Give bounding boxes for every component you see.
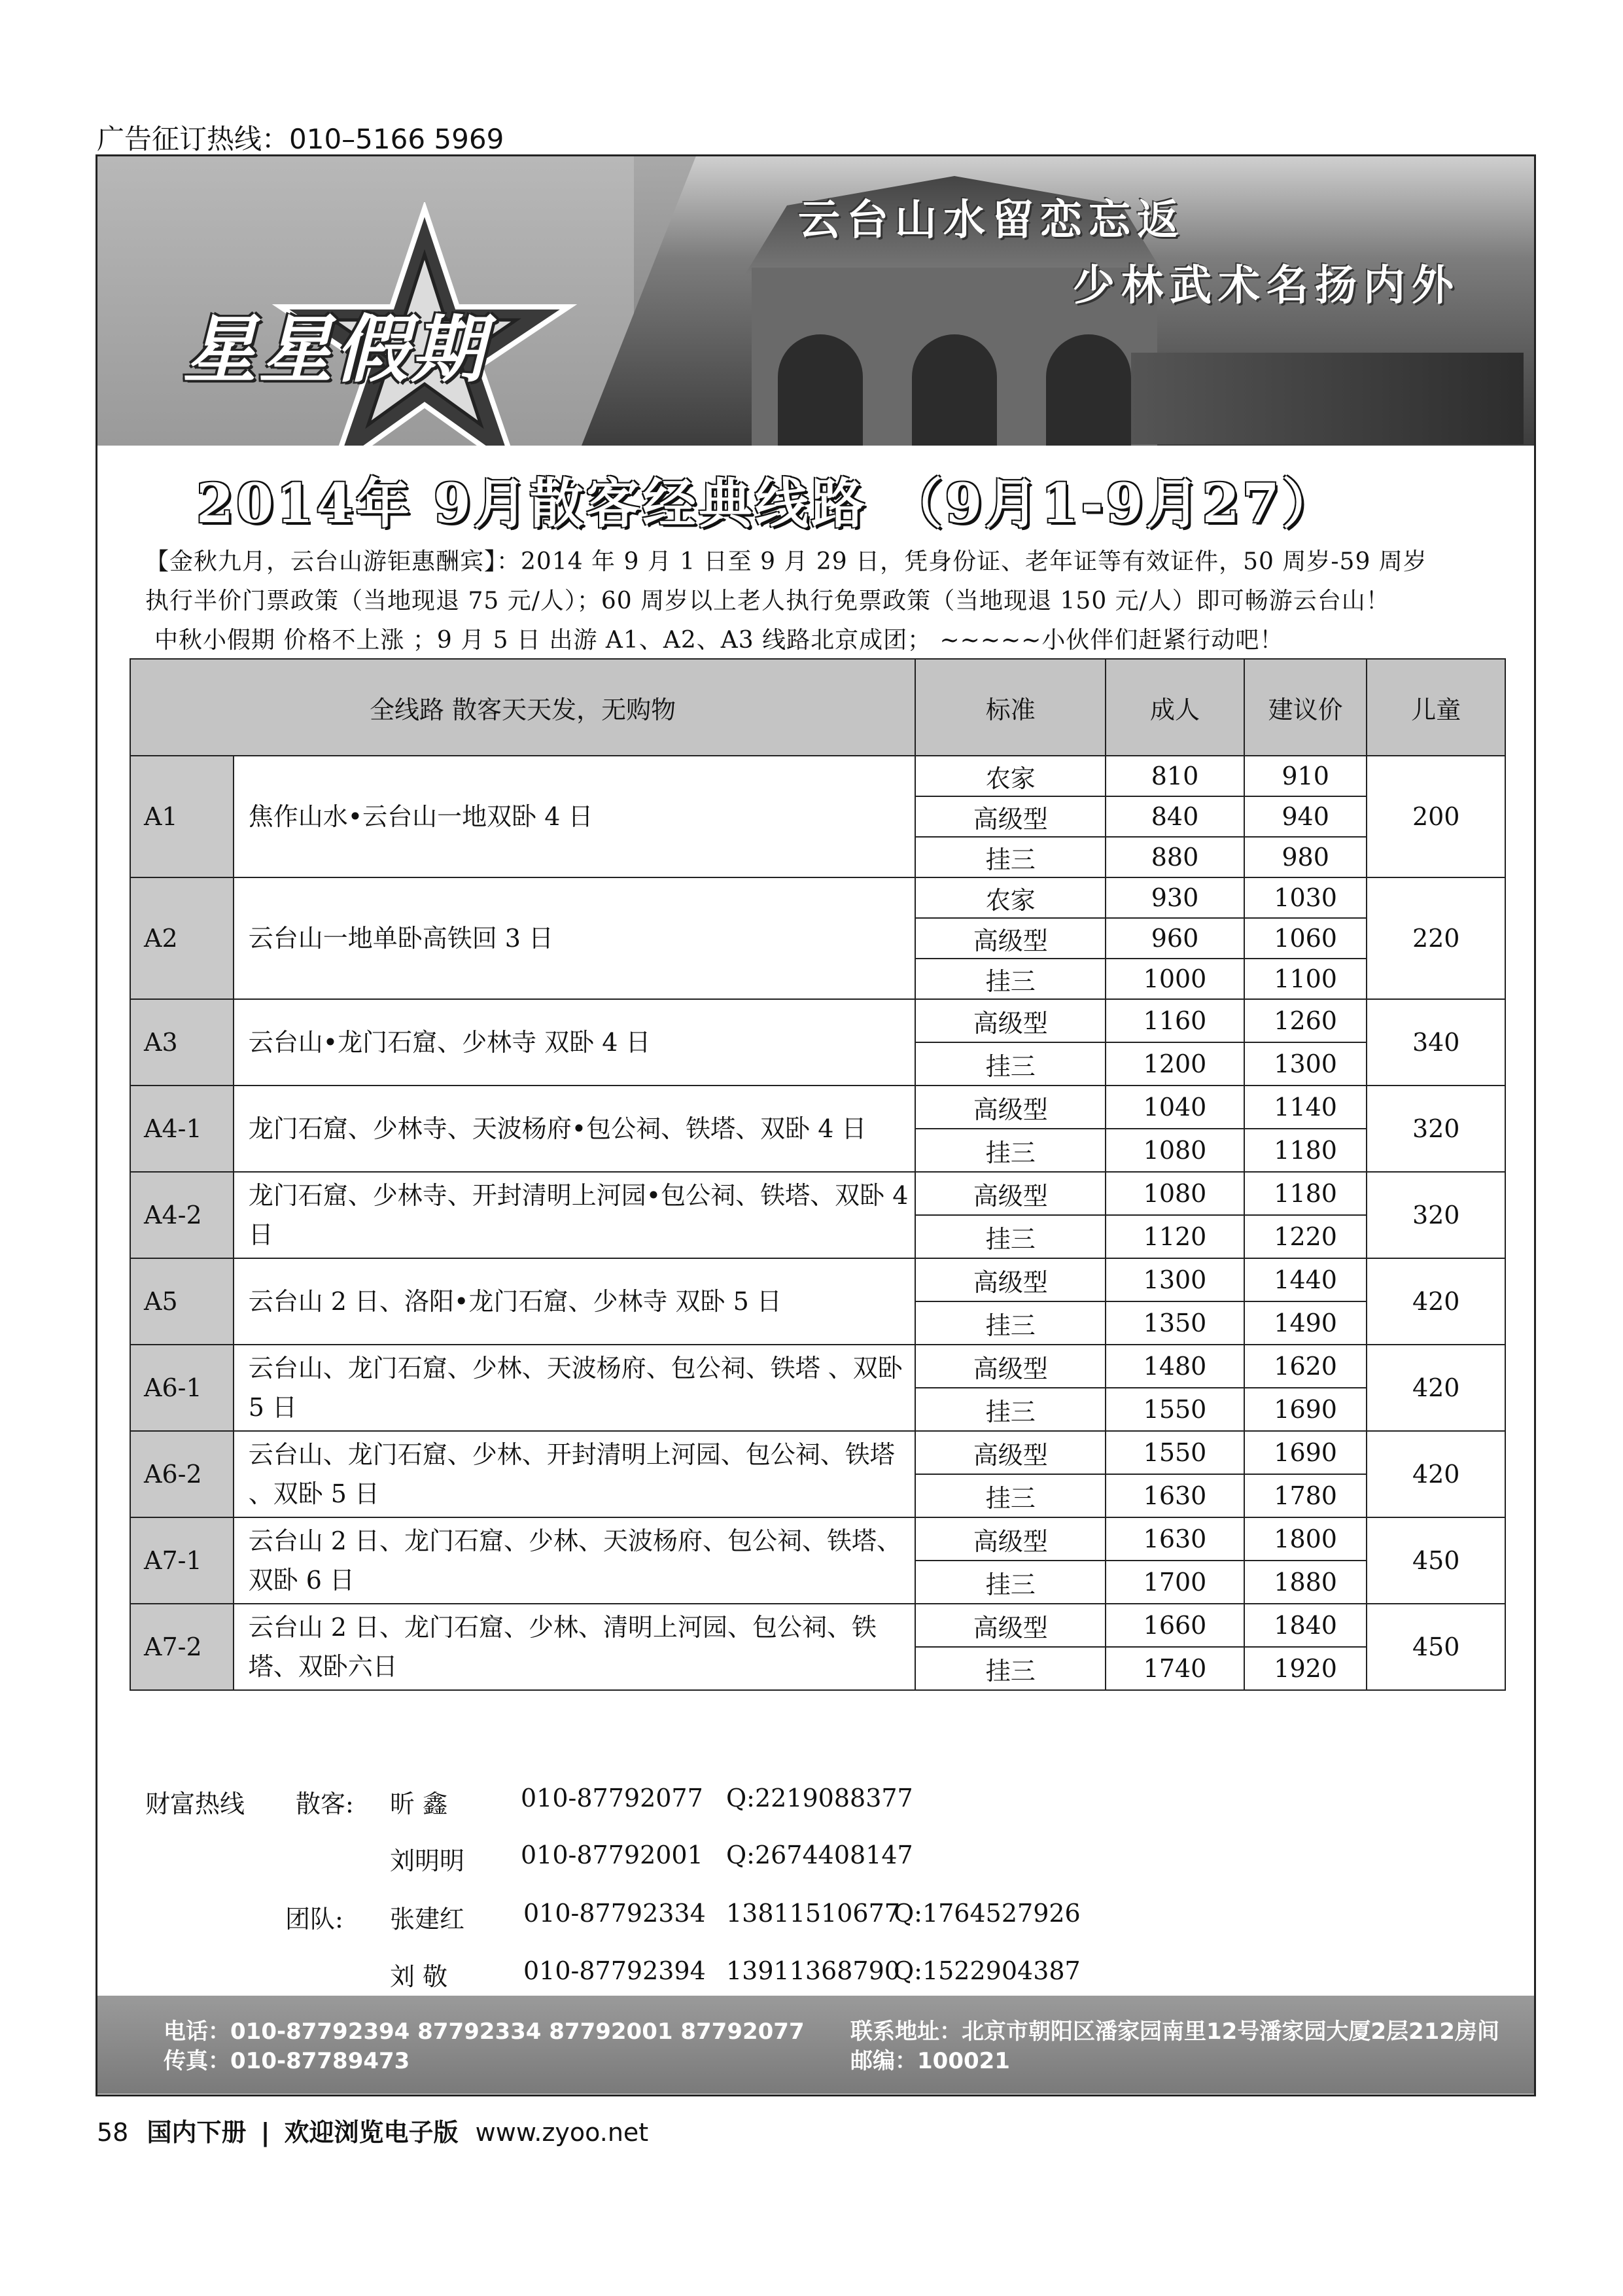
child-price: 220: [1367, 877, 1505, 999]
banner-slogan-1: 云台山水留恋忘返: [798, 196, 1185, 245]
route-description: 焦作山水•云台山一地双卧 4 日: [234, 756, 915, 877]
tier-standard: 高级型: [915, 1517, 1106, 1561]
header-adult: 成人: [1106, 659, 1244, 756]
tier-standard: 挂三: [915, 1215, 1106, 1258]
tier-standard: 高级型: [915, 999, 1106, 1042]
child-price: 420: [1367, 1258, 1505, 1345]
group-label: 团队:: [285, 1905, 343, 1934]
tier-adult-price: 840: [1106, 796, 1244, 837]
tier-suggested-price: 1490: [1244, 1301, 1367, 1345]
footer-postcode: 邮编：100021: [850, 2048, 1010, 2074]
tier-standard: 高级型: [915, 1604, 1106, 1647]
tier-adult-price: 880: [1106, 837, 1244, 877]
price-table: [130, 658, 1506, 1691]
route-description: 龙门石窟、少林寺、开封清明上河园•包公祠、铁塔、双卧 4 日: [234, 1172, 915, 1258]
tier-standard: 高级型: [915, 1172, 1106, 1215]
tier-adult-price: 1700: [1106, 1561, 1244, 1604]
contact-name: 张建红: [390, 1905, 465, 1934]
contact-phone: 010-87792001: [521, 1841, 703, 1869]
route-description: 云台山 2 日、洛阳•龙门石窟、少林寺 双卧 5 日: [234, 1258, 915, 1345]
child-price: 420: [1367, 1431, 1505, 1517]
tier-adult-price: 1080: [1106, 1129, 1244, 1172]
table-row: [130, 1604, 1505, 1647]
shaolin-photo: [1131, 353, 1524, 444]
child-price: 320: [1367, 1172, 1505, 1258]
tier-suggested-price: 980: [1244, 837, 1367, 877]
tier-standard: 挂三: [915, 837, 1106, 877]
tier-adult-price: 1630: [1106, 1474, 1244, 1517]
tier-adult-price: 1300: [1106, 1258, 1244, 1301]
tier-standard: 挂三: [915, 1561, 1106, 1604]
contact-name: 刘 敬: [390, 1962, 448, 1991]
tier-suggested-price: 1780: [1244, 1474, 1367, 1517]
tier-adult-price: 1480: [1106, 1345, 1244, 1388]
tier-suggested-price: 1100: [1244, 959, 1367, 999]
tier-suggested-price: 1690: [1244, 1388, 1367, 1431]
contact-label: 财富热线: [145, 1790, 245, 1818]
tier-suggested-price: 1440: [1244, 1258, 1367, 1301]
contact-mobile: 13911368790: [726, 1956, 900, 1985]
tier-adult-price: 1040: [1106, 1086, 1244, 1129]
retail-label: 散客:: [296, 1790, 354, 1818]
route-description: 云台山•龙门石窟、少林寺 双卧 4 日: [234, 999, 915, 1086]
route-description: 云台山一地单卧高铁回 3 日: [234, 877, 915, 999]
tier-suggested-price: 940: [1244, 796, 1367, 837]
child-price: 450: [1367, 1517, 1505, 1604]
tier-adult-price: 1660: [1106, 1604, 1244, 1647]
tier-standard: 高级型: [915, 1258, 1106, 1301]
route-code: A6-1: [130, 1345, 234, 1431]
page-footer: [97, 2112, 648, 2148]
child-price: 320: [1367, 1086, 1505, 1172]
tier-adult-price: 1160: [1106, 999, 1244, 1042]
contact-name: 刘明明: [390, 1846, 465, 1875]
tier-adult-price: 1550: [1106, 1431, 1244, 1474]
table-header-row: [130, 659, 1505, 756]
route-description: 云台山、龙门石窟、少林、开封清明上河园、包公祠、铁塔 、双卧 5 日: [234, 1431, 915, 1517]
header-route: 全线路 散客天天发，无购物: [130, 659, 915, 756]
route-code: A2: [130, 877, 234, 999]
header-suggested: 建议价: [1244, 659, 1367, 756]
tier-standard: 农家: [915, 756, 1106, 796]
tier-standard: 挂三: [915, 1301, 1106, 1345]
table-row: [130, 877, 1505, 918]
tier-standard: 挂三: [915, 1647, 1106, 1690]
table-row: [130, 1086, 1505, 1129]
tier-adult-price: 1550: [1106, 1388, 1244, 1431]
header-child: 儿童: [1367, 659, 1505, 756]
route-description: 云台山、龙门石窟、少林、天波杨府、包公祠、铁塔 、双卧 5 日: [234, 1345, 915, 1431]
promo-text-line-1: 【金秋九月，云台山游钜惠酬宾】：2014 年 9 月 1 日至 9 月 29 日，凭身份证、老年证等有效证件，50 周岁-59 周岁: [145, 548, 1427, 575]
banner-slogan-2: 少林武术名扬内外: [1073, 261, 1460, 310]
temple-arch: [1046, 334, 1131, 446]
route-code: A4-1: [130, 1086, 234, 1172]
route-description: 云台山 2 日、龙门石窟、少林、清明上河园、包公祠、铁塔、双卧六日: [234, 1604, 915, 1690]
tier-adult-price: 1350: [1106, 1301, 1244, 1345]
route-description: 龙门石窟、少林寺、天波杨府•包公祠、铁塔、双卧 4 日: [234, 1086, 915, 1172]
footer-fax: 传真：010-87789473: [164, 2048, 410, 2074]
temple-arch: [912, 334, 997, 446]
route-code: A3: [130, 999, 234, 1086]
footer-tagline: 欢迎浏览电子版: [284, 2118, 459, 2147]
header-standard: 标准: [915, 659, 1106, 756]
child-price: 200: [1367, 756, 1505, 877]
table-row: [130, 1172, 1505, 1215]
tier-suggested-price: 1060: [1244, 918, 1367, 959]
table-row: [130, 999, 1505, 1042]
page-title: 2014年 9月散客经典线路 （9月1-9月27）: [196, 472, 1338, 535]
tier-suggested-price: 1220: [1244, 1215, 1367, 1258]
tier-standard: 高级型: [915, 1086, 1106, 1129]
route-code: A6-2: [130, 1431, 234, 1517]
tier-suggested-price: 1800: [1244, 1517, 1367, 1561]
tier-adult-price: 1120: [1106, 1215, 1244, 1258]
contact-phone: 010-87792334: [523, 1899, 706, 1928]
tier-standard: 高级型: [915, 796, 1106, 837]
footer-phone: 电话：010-87792394 87792334 87792001 87792077: [164, 2019, 805, 2045]
contact-qq: Q:1764527926: [894, 1899, 1081, 1928]
section-name: 国内下册: [147, 2118, 247, 2147]
contact-name: 昕 鑫: [390, 1790, 448, 1818]
tier-adult-price: 1000: [1106, 959, 1244, 999]
tier-adult-price: 1200: [1106, 1042, 1244, 1086]
tier-standard: 挂三: [915, 1129, 1106, 1172]
page-number: 58: [97, 2118, 129, 2147]
table-row: [130, 756, 1505, 796]
tier-suggested-price: 1030: [1244, 877, 1367, 918]
route-description: 云台山 2 日、龙门石窟、少林、天波杨府、包公祠、铁塔、双卧 6 日: [234, 1517, 915, 1604]
table-row: [130, 1345, 1505, 1388]
tier-adult-price: 810: [1106, 756, 1244, 796]
tier-standard: 挂三: [915, 1388, 1106, 1431]
route-code: A5: [130, 1258, 234, 1345]
table-row: [130, 1431, 1505, 1474]
brand-logo-text: 星星假期: [183, 308, 487, 393]
contact-phone: 010-87792077: [521, 1784, 703, 1812]
table-row: [130, 1258, 1505, 1301]
route-code: A1: [130, 756, 234, 877]
route-code: A7-2: [130, 1604, 234, 1690]
contact-mobile: 13811510677: [726, 1899, 900, 1928]
tier-standard: 挂三: [915, 959, 1106, 999]
tier-suggested-price: 1180: [1244, 1172, 1367, 1215]
tier-suggested-price: 1300: [1244, 1042, 1367, 1086]
tier-suggested-price: 1620: [1244, 1345, 1367, 1388]
footer-url[interactable]: www.zyoo.net: [475, 2118, 649, 2147]
tier-suggested-price: 1880: [1244, 1561, 1367, 1604]
tier-suggested-price: 1840: [1244, 1604, 1367, 1647]
tier-suggested-price: 1690: [1244, 1431, 1367, 1474]
route-code: A4-2: [130, 1172, 234, 1258]
ad-hotline: 广告征订热线：010–5166 5969: [97, 123, 504, 155]
temple-arch: [778, 334, 863, 446]
child-price: 420: [1367, 1345, 1505, 1431]
tier-standard: 挂三: [915, 1474, 1106, 1517]
tier-adult-price: 960: [1106, 918, 1244, 959]
child-price: 340: [1367, 999, 1505, 1086]
promo-text-line-2: 执行半价门票政策（当地现退 75 元/人）；60 周岁以上老人执行免票政策（当地现退 150 元/人）即可畅游云台山！: [145, 588, 1390, 614]
tier-suggested-price: 1180: [1244, 1129, 1367, 1172]
tier-standard: 高级型: [915, 1431, 1106, 1474]
route-code: A7-1: [130, 1517, 234, 1604]
contact-qq: Q:2219088377: [726, 1784, 913, 1812]
table-row: [130, 1517, 1505, 1561]
contact-qq: Q:2674408147: [726, 1841, 913, 1869]
tier-adult-price: 1740: [1106, 1647, 1244, 1690]
tier-adult-price: 1080: [1106, 1172, 1244, 1215]
contact-qq: Q:1522904387: [894, 1956, 1081, 1985]
tier-adult-price: 930: [1106, 877, 1244, 918]
tier-suggested-price: 1140: [1244, 1086, 1367, 1129]
tier-standard: 挂三: [915, 1042, 1106, 1086]
tier-standard: 农家: [915, 877, 1106, 918]
tier-suggested-price: 1260: [1244, 999, 1367, 1042]
tier-suggested-price: 1920: [1244, 1647, 1367, 1690]
promo-text-line-3: 中秋小假期 价格不上涨 ；9 月 5 日 出游 A1、A2、A3 线路北京成团； ~~~~~小伙伴们赶紧行动吧！: [154, 627, 1284, 654]
tier-standard: 高级型: [915, 1345, 1106, 1388]
child-price: 450: [1367, 1604, 1505, 1690]
tier-suggested-price: 910: [1244, 756, 1367, 796]
tier-standard: 高级型: [915, 918, 1106, 959]
footer-separator: |: [260, 2118, 270, 2147]
tier-adult-price: 1630: [1106, 1517, 1244, 1561]
footer-address: 联系地址：北京市朝阳区潘家园南里12号潘家园大厦2层212房间: [850, 2019, 1499, 2045]
contact-phone: 010-87792394: [523, 1956, 706, 1985]
